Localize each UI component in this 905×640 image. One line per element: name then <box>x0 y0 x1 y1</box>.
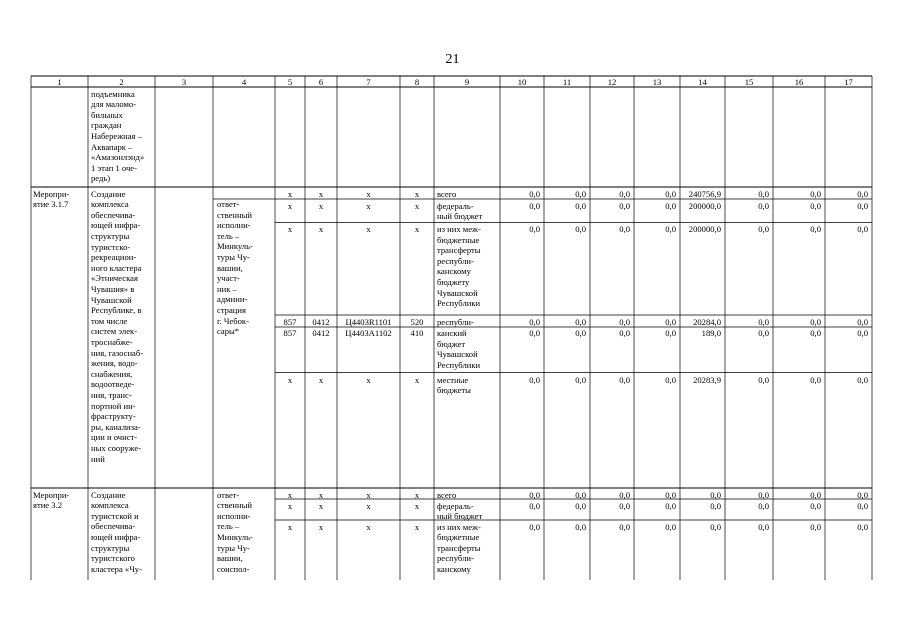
amount-cell: 0,0 <box>529 316 540 327</box>
column-header: 6 <box>318 76 324 87</box>
amount-cell: 0,0 <box>619 489 630 500</box>
measure-name-line: подъемника <box>91 88 135 99</box>
column-header: 7 <box>366 76 371 87</box>
measure-name-line: ного кластера <box>91 262 142 273</box>
executor-line: г. Чебок- <box>217 315 249 326</box>
executor-line: Минкуль- <box>217 531 253 542</box>
amount-cell: 0,0 <box>810 224 821 234</box>
amount-cell: 0,0 <box>529 328 540 338</box>
funding-source: бюджетные <box>437 532 480 543</box>
column-header: 5 <box>287 76 293 87</box>
code-cell: 857 <box>283 328 297 338</box>
code-cell: x <box>287 374 293 385</box>
measure-name-line: снабжения, <box>91 368 133 379</box>
amount-cell: 20283,9 <box>693 374 721 385</box>
amount-cell: 0,0 <box>758 521 769 532</box>
executor-line: тель – <box>217 230 240 241</box>
funding-source: федераль- <box>437 200 474 211</box>
amount-cell: 200000,0 <box>688 224 721 234</box>
funding-source: бюджетные <box>437 234 480 245</box>
funding-source: республи- <box>437 255 474 266</box>
measure-name-line: Аквапарк – <box>91 141 133 152</box>
amount-cell: 0,0 <box>529 521 540 532</box>
amount-cell: 0,0 <box>529 188 540 199</box>
amount-cell: 0,0 <box>575 328 586 338</box>
measure-name-line: «Амазонлэнд» <box>91 152 145 163</box>
funding-source: республи- <box>437 553 474 564</box>
executor-line: ответ- <box>217 199 240 209</box>
amount-cell: 0,0 <box>857 316 868 327</box>
funding-source: Республики <box>437 298 481 309</box>
measure-name-line: структуры <box>91 542 130 553</box>
amount-cell: 0,0 <box>758 188 769 199</box>
funding-source: федераль- <box>437 500 474 511</box>
amount-cell: 0,0 <box>575 316 586 327</box>
funding-source: всего <box>437 188 457 199</box>
measure-name-line: ния, газоснаб- <box>91 347 144 358</box>
amount-cell: 0,0 <box>619 200 630 211</box>
funding-source: республи- <box>437 316 474 327</box>
funding-source: Чувашской <box>437 287 478 298</box>
code-cell: x <box>287 200 293 211</box>
code-cell: x <box>318 224 324 234</box>
amount-cell: 0,0 <box>810 316 821 327</box>
code-cell: x <box>414 374 420 385</box>
amount-cell: 200000,0 <box>688 200 721 211</box>
code-cell: x <box>366 224 371 234</box>
amount-cell: 0,0 <box>575 500 586 511</box>
code-cell: x <box>414 224 420 234</box>
measure-id: ятие 3.1.7 <box>33 199 69 210</box>
amount-cell: 20284,0 <box>693 316 721 327</box>
funding-source: местные <box>437 374 469 385</box>
amount-cell: 0,0 <box>619 224 630 234</box>
executor-line: исполни- <box>217 510 251 521</box>
measure-name-line: том числе <box>91 315 128 326</box>
amount-cell: 0,0 <box>665 328 676 338</box>
measure-id: Меропри- <box>33 489 70 500</box>
executor-line: ственный <box>217 500 252 511</box>
code-cell: x <box>287 500 293 511</box>
column-header: 14 <box>698 76 707 87</box>
amount-cell: 0,0 <box>810 489 821 500</box>
measure-name-line: ющей инфра- <box>91 531 141 542</box>
amount-cell: 0,0 <box>758 374 769 385</box>
measure-name-line: ры, канализа- <box>91 421 141 432</box>
executor-line: ственный <box>217 209 252 220</box>
amount-cell: 0,0 <box>619 328 630 338</box>
code-cell: x <box>414 200 420 211</box>
column-header: 16 <box>794 76 804 87</box>
funding-source: бюджеты <box>437 385 471 396</box>
measure-name-line: троснабже- <box>91 336 133 347</box>
code-cell: x <box>414 521 420 532</box>
amount-cell: 0,0 <box>529 374 540 385</box>
measure-name-line: комплекса <box>91 199 129 210</box>
measure-name-line: ции и очист- <box>91 432 138 443</box>
amount-cell: 0,0 <box>529 224 540 234</box>
funding-source: трансферты <box>437 542 481 553</box>
amount-cell: 0,0 <box>665 521 676 532</box>
amount-cell: 0,0 <box>575 521 586 532</box>
column-header: 12 <box>607 76 617 87</box>
code-cell: x <box>318 374 324 385</box>
amount-cell: 0,0 <box>710 489 721 500</box>
measure-name-line: обеспечива- <box>91 521 136 532</box>
funding-source: из них меж- <box>437 224 481 234</box>
code-cell: Ц4403R1101 <box>345 316 392 327</box>
funding-source: бюджет <box>437 338 466 349</box>
measure-name-line: Набережная – <box>91 130 142 141</box>
code-cell: x <box>318 200 324 211</box>
amount-cell: 0,0 <box>619 316 630 327</box>
amount-cell: 0,0 <box>810 200 821 211</box>
measure-name-line: жения, водо- <box>91 358 138 369</box>
measure-name-line: рекреацион- <box>91 252 137 263</box>
column-header: 3 <box>181 76 187 87</box>
amount-cell: 0,0 <box>857 521 868 532</box>
funding-source: из них меж- <box>437 521 481 532</box>
executor-line: админи- <box>217 294 248 305</box>
executor-line: участ- <box>217 273 240 284</box>
measure-name-line: водоотведе- <box>91 379 135 390</box>
amount-cell: 0,0 <box>575 200 586 211</box>
code-cell: 857 <box>283 316 297 327</box>
amount-cell: 0,0 <box>857 200 868 211</box>
measure-name-line: Республике, в <box>91 305 142 316</box>
amount-cell: 0,0 <box>575 374 586 385</box>
column-header: 13 <box>652 76 662 87</box>
measure-name-line: туристско- <box>91 241 131 252</box>
code-cell: x <box>366 200 371 211</box>
code-cell: x <box>318 521 324 532</box>
amount-cell: 0,0 <box>619 188 630 199</box>
measure-name-line: комплекса <box>91 500 129 511</box>
measure-name-line: редь) <box>91 173 111 184</box>
measure-name-line: ющей инфра- <box>91 220 141 231</box>
amount-cell: 0,0 <box>810 188 821 199</box>
measure-name-line: ния, транс- <box>91 389 132 400</box>
funding-source: трансферты <box>437 245 481 256</box>
column-header: 8 <box>414 76 420 87</box>
amount-cell: 0,0 <box>529 489 540 500</box>
code-cell: x <box>287 489 293 500</box>
measure-name-line: 1 этап 1 оче- <box>91 162 137 173</box>
amount-cell: 0,0 <box>857 188 868 199</box>
code-cell: x <box>287 521 293 532</box>
amount-cell: 0,0 <box>810 374 821 385</box>
amount-cell: 0,0 <box>758 224 769 234</box>
amount-cell: 189,0 <box>701 328 721 338</box>
funding-source: канскому <box>437 266 471 277</box>
funding-source: канскому <box>437 563 471 574</box>
amount-cell: 0,0 <box>665 316 676 327</box>
code-cell: x <box>287 224 293 234</box>
executor-line: тель – <box>217 521 240 532</box>
measure-name-line: Чувашия» в <box>91 283 135 294</box>
measure-id: ятие 3.2 <box>33 500 63 511</box>
funding-source: Республики <box>437 359 481 370</box>
amount-cell: 0,0 <box>575 224 586 234</box>
amount-cell: 0,0 <box>810 328 821 338</box>
measure-name-line: для маломо- <box>91 99 137 110</box>
amount-cell: 0,0 <box>665 224 676 234</box>
code-cell: x <box>366 521 371 532</box>
measure-name-line: Чувашской <box>91 294 132 305</box>
code-cell: x <box>366 374 371 385</box>
page-number: 21 <box>445 52 460 67</box>
measure-id: Меропри- <box>33 188 70 199</box>
code-cell: x <box>318 500 324 511</box>
column-header: 9 <box>464 76 470 87</box>
executor-line: вашии, <box>217 262 243 273</box>
code-cell: x <box>414 188 420 199</box>
measure-name-line: граждан <box>91 120 122 131</box>
amount-cell: 0,0 <box>758 316 769 327</box>
amount-cell: 0,0 <box>665 374 676 385</box>
code-cell: x <box>318 188 324 199</box>
executor-line: туры Чу- <box>217 542 250 553</box>
amount-cell: 0,0 <box>810 521 821 532</box>
amount-cell: 0,0 <box>665 200 676 211</box>
code-cell: x <box>287 188 293 199</box>
amount-cell: 0,0 <box>665 489 676 500</box>
measure-name-line: обеспечива- <box>91 209 136 220</box>
code-cell: x <box>414 500 420 511</box>
amount-cell: 0,0 <box>758 500 769 511</box>
measure-name-line: туристской и <box>91 510 139 521</box>
amount-cell: 0,0 <box>857 489 868 500</box>
executor-line: соиспол- <box>217 563 250 574</box>
column-header: 15 <box>744 76 754 87</box>
code-cell: Ц4403А1102 <box>345 328 392 338</box>
executor-line: туры Чу- <box>217 252 250 262</box>
amount-cell: 0,0 <box>665 188 676 199</box>
amount-cell: 0,0 <box>857 224 868 234</box>
code-cell: 0412 <box>312 328 330 338</box>
funding-source: Чувашской <box>437 349 478 360</box>
amount-cell: 0,0 <box>810 500 821 511</box>
column-header: 1 <box>57 76 62 87</box>
measure-name-line: бильных <box>91 109 123 120</box>
executor-line: страция <box>217 305 246 315</box>
measure-name-line: ных сооруже- <box>91 442 142 453</box>
amount-cell: 0,0 <box>710 500 721 511</box>
executor-line: ответ- <box>217 489 240 500</box>
amount-cell: 0,0 <box>758 200 769 211</box>
executor-line: исполни- <box>217 220 251 231</box>
funding-source: канский <box>437 328 467 338</box>
column-header: 2 <box>119 76 124 87</box>
amount-cell: 0,0 <box>857 374 868 385</box>
measure-name-line: структуры <box>91 230 130 241</box>
amount-cell: 0,0 <box>575 489 586 500</box>
measure-name-line: систем элек- <box>91 326 138 337</box>
executor-line: Минкуль- <box>217 241 253 252</box>
amount-cell: 0,0 <box>619 374 630 385</box>
executor-line: сары* <box>217 326 240 337</box>
measure-name-line: кластера «Чу- <box>91 563 142 574</box>
code-cell: x <box>366 489 371 500</box>
code-cell: 0412 <box>312 316 330 327</box>
funding-source: всего <box>437 489 457 500</box>
measure-name-line: фраструкту- <box>91 411 136 422</box>
amount-cell: 240756,9 <box>688 188 721 199</box>
measure-name-line: «Этническая <box>91 273 138 284</box>
amount-cell: 0,0 <box>529 200 540 211</box>
code-cell: x <box>414 489 420 500</box>
amount-cell: 0,0 <box>665 500 676 511</box>
executor-line: вашии, <box>217 553 243 564</box>
amount-cell: 0,0 <box>529 500 540 511</box>
executor-line: ник – <box>217 283 237 294</box>
amount-cell: 0,0 <box>758 489 769 500</box>
column-header: 4 <box>241 76 247 87</box>
code-cell: 410 <box>410 328 424 338</box>
amount-cell: 0,0 <box>857 500 868 511</box>
column-header: 10 <box>517 76 527 87</box>
amount-cell: 0,0 <box>575 188 586 199</box>
measure-name-line: Создание <box>91 188 126 199</box>
measure-name-line: Создание <box>91 489 126 500</box>
code-cell: x <box>366 500 371 511</box>
measure-name-line: портной ин- <box>91 400 136 411</box>
amount-cell: 0,0 <box>619 521 630 532</box>
amount-cell: 0,0 <box>710 521 721 532</box>
funding-source: ный бюджет <box>437 211 483 222</box>
code-cell: x <box>366 188 371 199</box>
funding-source: бюджету <box>437 277 470 287</box>
measure-name-line: ний <box>91 453 105 464</box>
code-cell: 520 <box>410 316 424 327</box>
measure-name-line: туристского <box>91 553 135 564</box>
amount-cell: 0,0 <box>619 500 630 511</box>
amount-cell: 0,0 <box>857 328 868 338</box>
amount-cell: 0,0 <box>758 328 769 338</box>
column-header: 17 <box>844 76 853 87</box>
funding-source: ный бюджет <box>437 511 483 522</box>
code-cell: x <box>318 489 324 500</box>
column-header: 11 <box>562 76 572 87</box>
